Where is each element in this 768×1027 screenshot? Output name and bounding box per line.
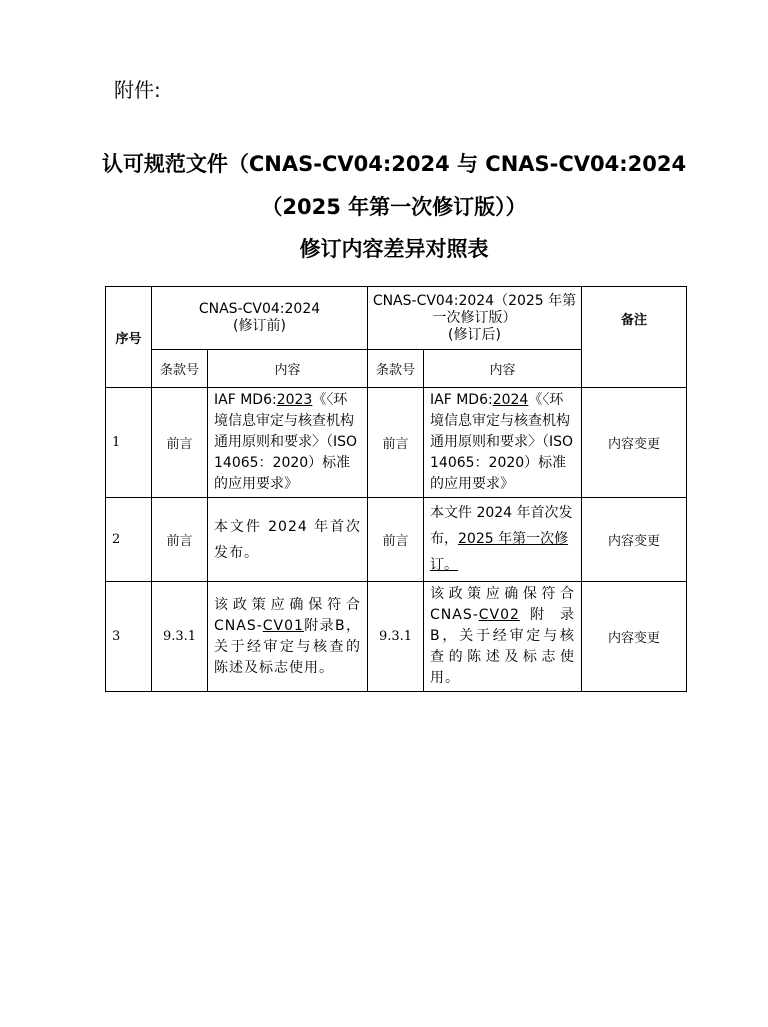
new-content-changed: CV02 (478, 607, 520, 623)
new-content-changed: 2024 (492, 392, 529, 408)
row-old-clause: 9.3.1 (152, 582, 208, 692)
row-old-content: 本文件 2024 年首次发布。 (208, 498, 368, 582)
old-content-suffix: 附录B，关于经审定与核查的陈述及标志使用。 (214, 617, 361, 676)
header-new-doc-sub: (修订后) (448, 326, 501, 343)
new-content-prefix: 该政策应确保符合 CNAS- (430, 586, 575, 623)
header-new-doc-title: CNAS-CV04:2024（2025 年第一次修订版） (372, 292, 577, 326)
header-old-clause: 条款号 (152, 350, 208, 388)
row-old-content (208, 388, 368, 498)
new-content-suffix: 《〈环境信息审定与核查机构通用原则和要求〉（ISO 14065：2020）标准的应用要求》 (430, 392, 574, 492)
header-old-doc-title: CNAS-CV04:2024 (198, 301, 321, 317)
header-old-doc (152, 287, 368, 350)
row-old-clause: 前言 (152, 498, 208, 582)
old-content-prefix: IAF MD6: (214, 392, 277, 408)
header-new-doc (368, 287, 582, 350)
row-old-clause: 前言 (152, 388, 208, 498)
row-note: 内容变更 (582, 498, 687, 582)
row-new-clause: 9.3.1 (368, 582, 424, 692)
table-row (106, 582, 687, 692)
header-new-content: 内容 (424, 350, 582, 388)
row-seq: 2 (106, 498, 152, 582)
table-header-row (106, 287, 687, 350)
row-note: 内容变更 (582, 582, 687, 692)
old-content-changed: 2023 (276, 392, 313, 408)
row-new-content (424, 498, 582, 582)
new-content-prefix: 本文件 2024 年首次发布， (430, 505, 573, 547)
old-content-prefix: 该政策应确保符合 CNAS- (214, 596, 361, 634)
new-content-prefix: IAF MD6: (430, 392, 493, 408)
header-old-doc-sub: (修订前) (233, 318, 286, 334)
row-note: 内容变更 (582, 388, 687, 498)
header-note: 备注 (582, 287, 687, 388)
row-new-content (424, 388, 582, 498)
header-old-content: 内容 (208, 350, 368, 388)
document-title-line-2: （2025 年第一次修订版）） (261, 195, 527, 219)
header-new-clause: 条款号 (368, 350, 424, 388)
row-seq: 3 (106, 582, 152, 692)
table-row (106, 388, 687, 498)
row-new-clause: 前言 (368, 388, 424, 498)
old-content-changed: CV01 (262, 617, 304, 634)
document-title-line-1: 认可规范文件（CNAS-CV04:2024 与 CNAS-CV04:2024 (101, 152, 687, 176)
revision-comparison-table (105, 286, 687, 692)
new-content-suffix: 附 录 B，关于经审定与核查的陈述及标志使用。 (430, 607, 575, 686)
new-content-changed: 2025 年第一次修订。 (430, 531, 569, 573)
row-new-content (424, 582, 582, 692)
header-seq: 序号 (106, 287, 152, 388)
row-old-content (208, 582, 368, 692)
attachment-label: 附件: (114, 78, 161, 102)
row-new-clause: 前言 (368, 498, 424, 582)
row-seq: 1 (106, 388, 152, 498)
table-row (106, 498, 687, 582)
old-content-suffix: 《〈环境信息审定与核查机构通用原则和要求〉（ISO 14065：2020）标准的应用要求》 (214, 392, 358, 492)
document-title-line-3: 修订内容差异对照表 (299, 237, 489, 261)
